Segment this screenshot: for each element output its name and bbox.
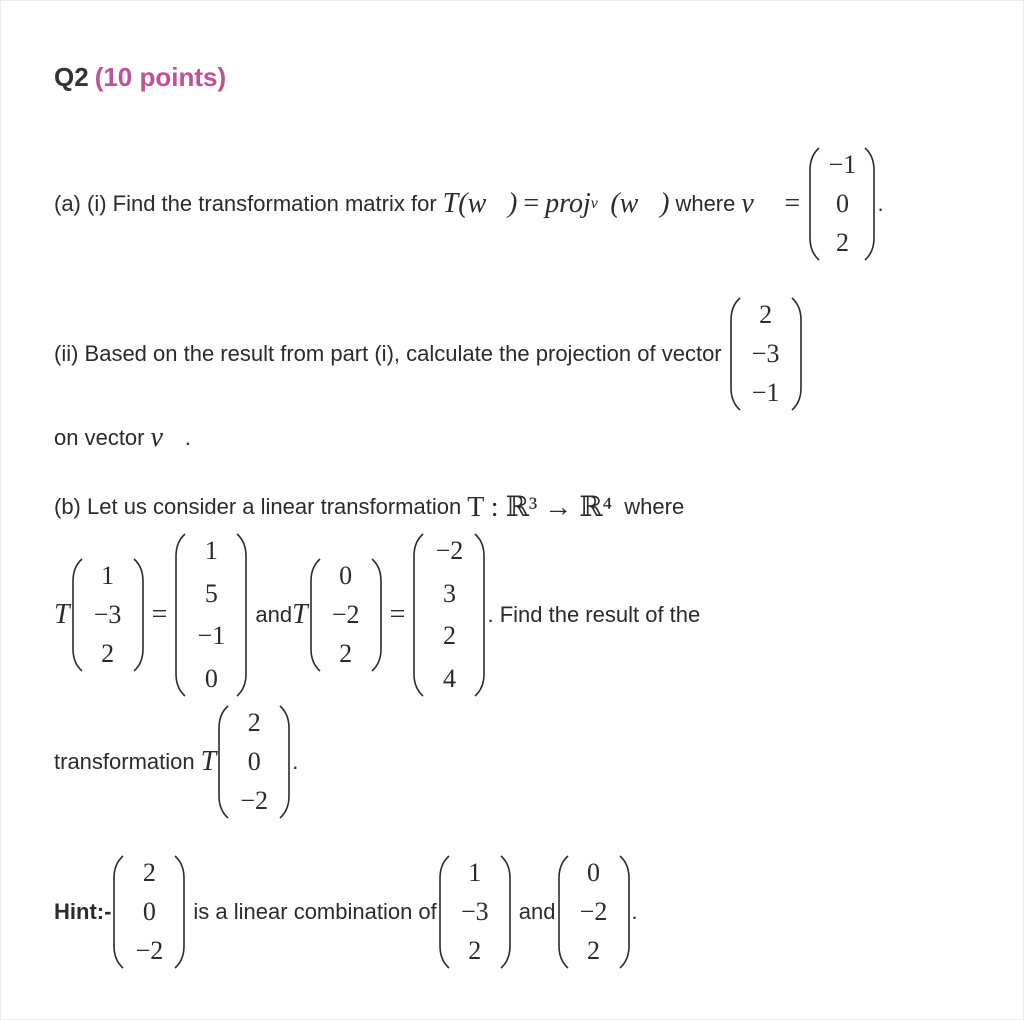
right-paren [132, 557, 146, 673]
vector-entry: −2 [435, 536, 464, 565]
period: . [631, 899, 638, 924]
vector-target [216, 704, 292, 820]
vector-entry: 2 [101, 639, 115, 668]
left-paren [308, 557, 322, 673]
left-paren [437, 854, 451, 970]
vector-entry: 2 [142, 858, 156, 887]
part-b-equations [54, 532, 700, 698]
vector-entry: 4 [442, 663, 456, 693]
vector-entry: 1 [101, 561, 115, 590]
math-v: v⃗ [150, 422, 185, 453]
part-a-ii-text: (ii) Based on the result from part (i), calculate the projection of vector [54, 341, 722, 366]
and-text: and [518, 899, 556, 924]
period: . [292, 749, 299, 774]
math-equals: = [523, 188, 540, 219]
left-paren [111, 854, 125, 970]
left-paren [216, 704, 230, 820]
vector-hint-v1 [437, 854, 513, 970]
vector-entry: 0 [247, 747, 261, 776]
part-a-ii-tail [54, 422, 191, 454]
left-paren [556, 854, 570, 970]
vector-entry: −3 [93, 600, 122, 629]
vector-entry: 1 [468, 858, 482, 887]
where-text: where [624, 494, 685, 519]
hint-text: is a linear combination of [193, 899, 437, 924]
part-a-i-text: (a) (i) Find the transformation matrix for [54, 191, 437, 216]
left-paren [728, 296, 742, 412]
right-paren [473, 532, 487, 698]
vector-entry: 2 [835, 228, 849, 257]
question-title [54, 62, 226, 93]
hint-label: Hint:- [54, 899, 112, 924]
question-label: Q2 [54, 62, 89, 92]
part-a-ii-line [54, 296, 804, 412]
vector-entry: 0 [204, 663, 218, 693]
math-proj-subscript: v⃗ [590, 195, 611, 212]
period: . [877, 191, 884, 216]
math-equals: = [151, 599, 168, 630]
right-paren [235, 532, 249, 698]
vector-entry: −2 [579, 897, 608, 926]
find-text: . Find the result of the [487, 602, 701, 627]
vector-entry: −1 [197, 621, 226, 651]
left-paren [173, 532, 187, 698]
vector-input2 [308, 557, 384, 673]
vector-entry: 2 [442, 621, 456, 651]
transformation-text: transformation [54, 749, 195, 774]
math-map: T : ℝ³ → ℝ⁴ [467, 492, 613, 523]
vector-output2 [411, 532, 487, 698]
and-text: and [255, 602, 293, 627]
right-paren [790, 296, 804, 412]
vector-input1 [70, 557, 146, 673]
right-paren [499, 854, 513, 970]
math-v-equals: v⃗ = [741, 188, 802, 219]
question-points: (10 points) [94, 62, 227, 92]
hint-line [54, 854, 638, 970]
math-equals: = [389, 599, 406, 630]
vector-entry: 0 [587, 858, 600, 887]
part-a-i-line [54, 146, 884, 262]
vector-entry: −3 [460, 897, 489, 926]
vector-entry: −2 [240, 786, 269, 815]
part-b-target [54, 704, 298, 820]
left-paren [807, 146, 821, 262]
math-T-of-w: T(w⃗) [442, 188, 518, 219]
vector-v [807, 146, 877, 262]
vector-hint-v2 [556, 854, 632, 970]
vector-ii [728, 296, 804, 412]
vector-entry: 5 [204, 578, 218, 608]
right-paren [618, 854, 632, 970]
right-paren [863, 146, 877, 262]
right-paren [278, 704, 292, 820]
part-b-intro [54, 490, 684, 524]
vector-entry: −2 [331, 600, 360, 629]
vector-entry: −3 [751, 339, 780, 368]
period: . [184, 425, 191, 450]
vector-entry: 0 [339, 561, 353, 590]
left-paren [70, 557, 84, 673]
vector-entry: 2 [759, 300, 773, 329]
vector-output1 [173, 532, 249, 698]
part-b-intro-text: (b) Let us consider a linear transformation [54, 494, 462, 519]
vector-entry: 0 [142, 897, 156, 926]
math-T: T [200, 746, 217, 777]
math-proj-arg: (w⃗) [610, 188, 670, 219]
vector-entry: −1 [828, 150, 857, 179]
vector-entry: 3 [442, 578, 456, 608]
vector-entry: 0 [835, 189, 849, 218]
right-paren [173, 854, 187, 970]
vector-entry: 2 [468, 936, 482, 965]
math-T: T [292, 599, 308, 630]
vector-entry: 2 [339, 639, 353, 668]
vector-entry: 1 [204, 536, 218, 565]
left-paren [411, 532, 425, 698]
on-vector-text: on vector [54, 425, 145, 450]
math-T: T [54, 599, 70, 630]
vector-hint [111, 854, 187, 970]
vector-entry: −1 [751, 378, 780, 407]
math-proj: proj [545, 188, 591, 219]
vector-entry: 2 [587, 936, 600, 965]
right-paren [370, 557, 384, 673]
vector-entry: −2 [135, 936, 164, 965]
where-text: where [675, 191, 736, 216]
vector-entry: 2 [247, 708, 261, 737]
